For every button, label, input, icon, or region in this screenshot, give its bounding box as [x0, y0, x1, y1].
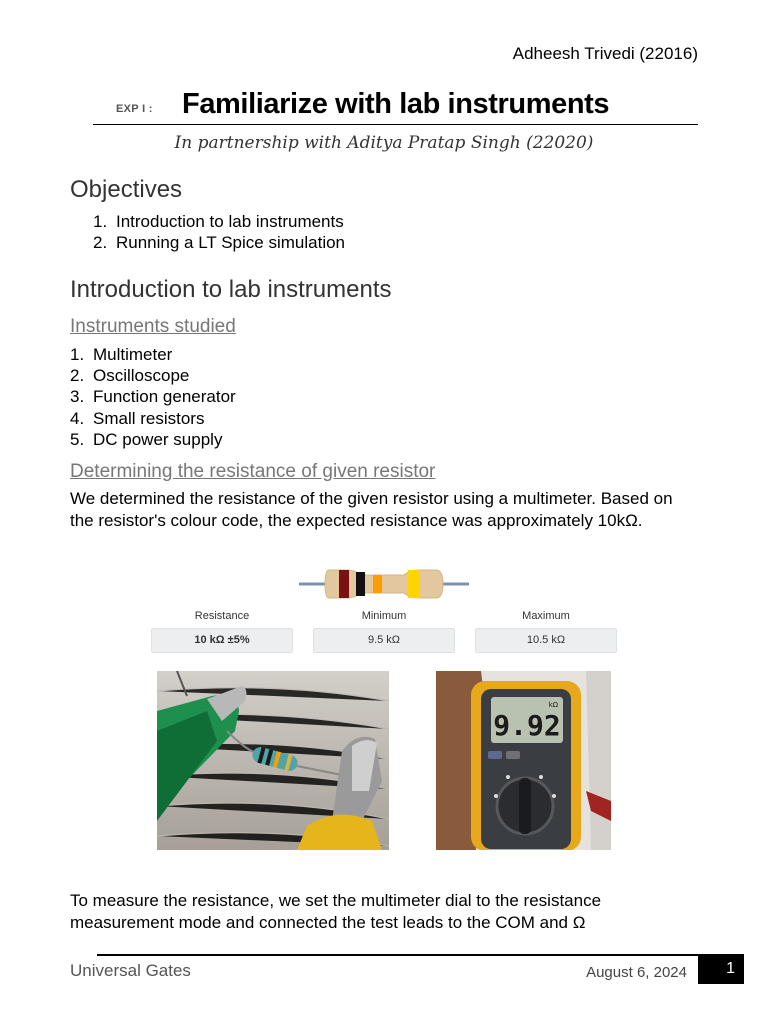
page-title: Familiarize with lab instruments [182, 88, 610, 120]
resistance-column [151, 610, 293, 653]
title-row [93, 88, 698, 125]
color-band-3 [373, 575, 382, 593]
experiment-label: EXP I : [116, 103, 153, 115]
objectives-heading: Objectives [70, 176, 183, 203]
resistance-paragraph: We determined the resistance of the given resistor using a multimeter. Based on the resistor's colour code, the expected resistance was approximately 10kΩ. [70, 489, 673, 530]
list-item: 1. Multimeter [70, 345, 173, 364]
partnership-line: In partnership with Aditya Pratap Singh (22020) [174, 133, 594, 153]
resistance-label: Resistance [194, 610, 250, 622]
maximum-value: 10.5 kΩ [475, 628, 617, 653]
meter-display-reading: 9.92 [493, 709, 561, 742]
color-band-2 [356, 572, 365, 596]
intro-heading: Introduction to lab instruments [70, 276, 392, 303]
instruments-list [70, 344, 236, 450]
objectives-list [93, 211, 345, 253]
list-item: 2. Running a LT Spice simulation [93, 233, 346, 253]
resistor-illustration [299, 562, 469, 608]
list-item: 4. Small resistors [70, 408, 205, 428]
page-number: 1 [698, 954, 744, 984]
meter-display-unit: kΩ [548, 701, 558, 709]
resistor-clip-photo [157, 671, 389, 850]
author-name: Adheesh Trivedi (22016) [512, 44, 698, 63]
minimum-value: 9.5 kΩ [313, 628, 455, 653]
footer-divider [97, 954, 698, 956]
instruments-heading: Instruments studied [70, 316, 236, 337]
list-item: 1. Introduction to lab instruments [93, 212, 344, 231]
list-item: 5. DC power supply [70, 429, 223, 449]
minimum-label: Minimum [361, 610, 407, 622]
color-band-4 [408, 570, 420, 598]
list-item: 2. Oscilloscope [70, 366, 190, 386]
resistance-heading: Determining the resistance of given resistor [70, 461, 436, 482]
footer-title: Universal Gates [70, 961, 191, 980]
measurement-paragraph: To measure the resistance, we set the multimeter dial to the resistance measurement mode and connected the test leads to the COM and Ω [70, 891, 602, 932]
footer-date: August 6, 2024 [586, 964, 687, 981]
maximum-label: Maximum [522, 610, 570, 622]
maximum-column [475, 610, 617, 653]
color-band-1 [339, 570, 349, 598]
list-item: 3. Function generator [70, 387, 236, 407]
minimum-column [313, 610, 455, 653]
resistance-value: 10 kΩ ±5% [151, 628, 293, 653]
multimeter-photo [436, 671, 611, 850]
